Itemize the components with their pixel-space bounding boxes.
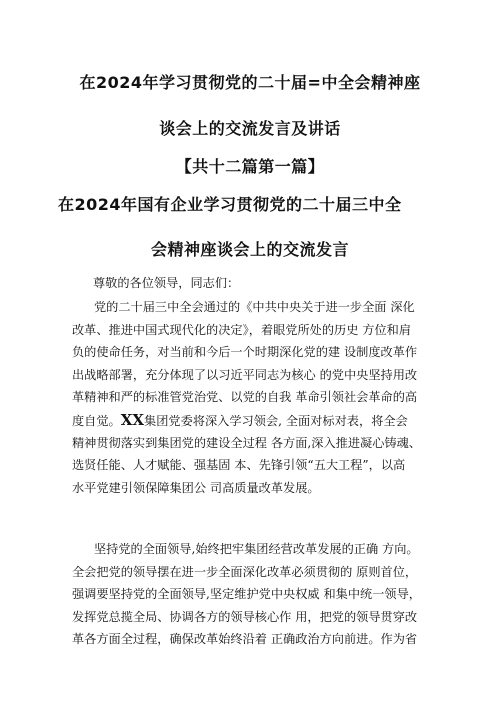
paragraph-line: 负的使命任务，对当前和今后一个时期深化党的建 设制度改革作 [72,345,418,360]
salutation: 尊敬的各位领导，同志们： [93,276,240,290]
document-title-line-2: 谈会上的交流发言及讲话 [159,119,341,138]
paragraph-line: 改革、推进中国式现代化的决定》，着眼党所处的历史 方位和肩 [72,322,412,337]
section-title-line-1: 在2024年国有企业学习贯彻党的二十届三中全 [58,195,402,214]
paragraph-line: 发挥党总揽全局、协调各方的领导核心作 用，把党的领导贯穿改 [72,609,418,624]
paragraph-line: 坚持党的全面领导,始终把牢集团经营改革发展的正确 方向。 [94,542,419,556]
document-title-line-1: 在2024年学习贯彻党的二十届=中全会精神座 [79,73,421,92]
company-placeholder: XX [120,410,145,429]
paragraph-line: 水平党建引领保障集团公 司高质量改革发展。 [72,480,320,495]
paragraph-line-with-emphasis [72,409,444,432]
paragraph-line: 革各方面全过程，确保改革始终沿着 正确政治方向前进。作为省 [72,632,418,647]
paragraph-line: 强调要坚持党的全面领导,坚定维护党中央权威 和集中统一领导， [72,587,421,602]
section-title-line-2: 会精神座谈会上的交流发言 [150,240,349,259]
document-part-label: 【共十二篇第一篇】 [175,157,325,176]
paragraph-line: 全会把党的领导摆在进一步全面深化改革必须贯彻的 原则首位， [72,564,418,579]
paragraph-line: 选贤任能、人才赋能、强基固 本、先锋引领“五大工程”，以高 [72,458,406,473]
paragraph-line: 精神贯彻落实到集团党的建设全过程 各方面,深入推进凝心铸魂、 [72,435,421,450]
paragraph-line: 党的二十届三中全会通过的《中共中央关于进一步全面 深化 [94,300,415,314]
paragraph-line-start: 度自觉。 [72,413,121,428]
paragraph-line: 出战略部署，充分体现了以习近平同志为核心 的党中央坚持用改 [72,367,418,382]
paragraph-line-rest: 集团党委将深入学习领会, 全面对标对表，将全会 [144,413,408,428]
paragraph-line: 革精神和严的标准管党治党、以党的自我 革命引领社会革命的高 [72,390,418,405]
paragraph-1 [72,296,444,499]
paragraph-2 [72,538,444,651]
